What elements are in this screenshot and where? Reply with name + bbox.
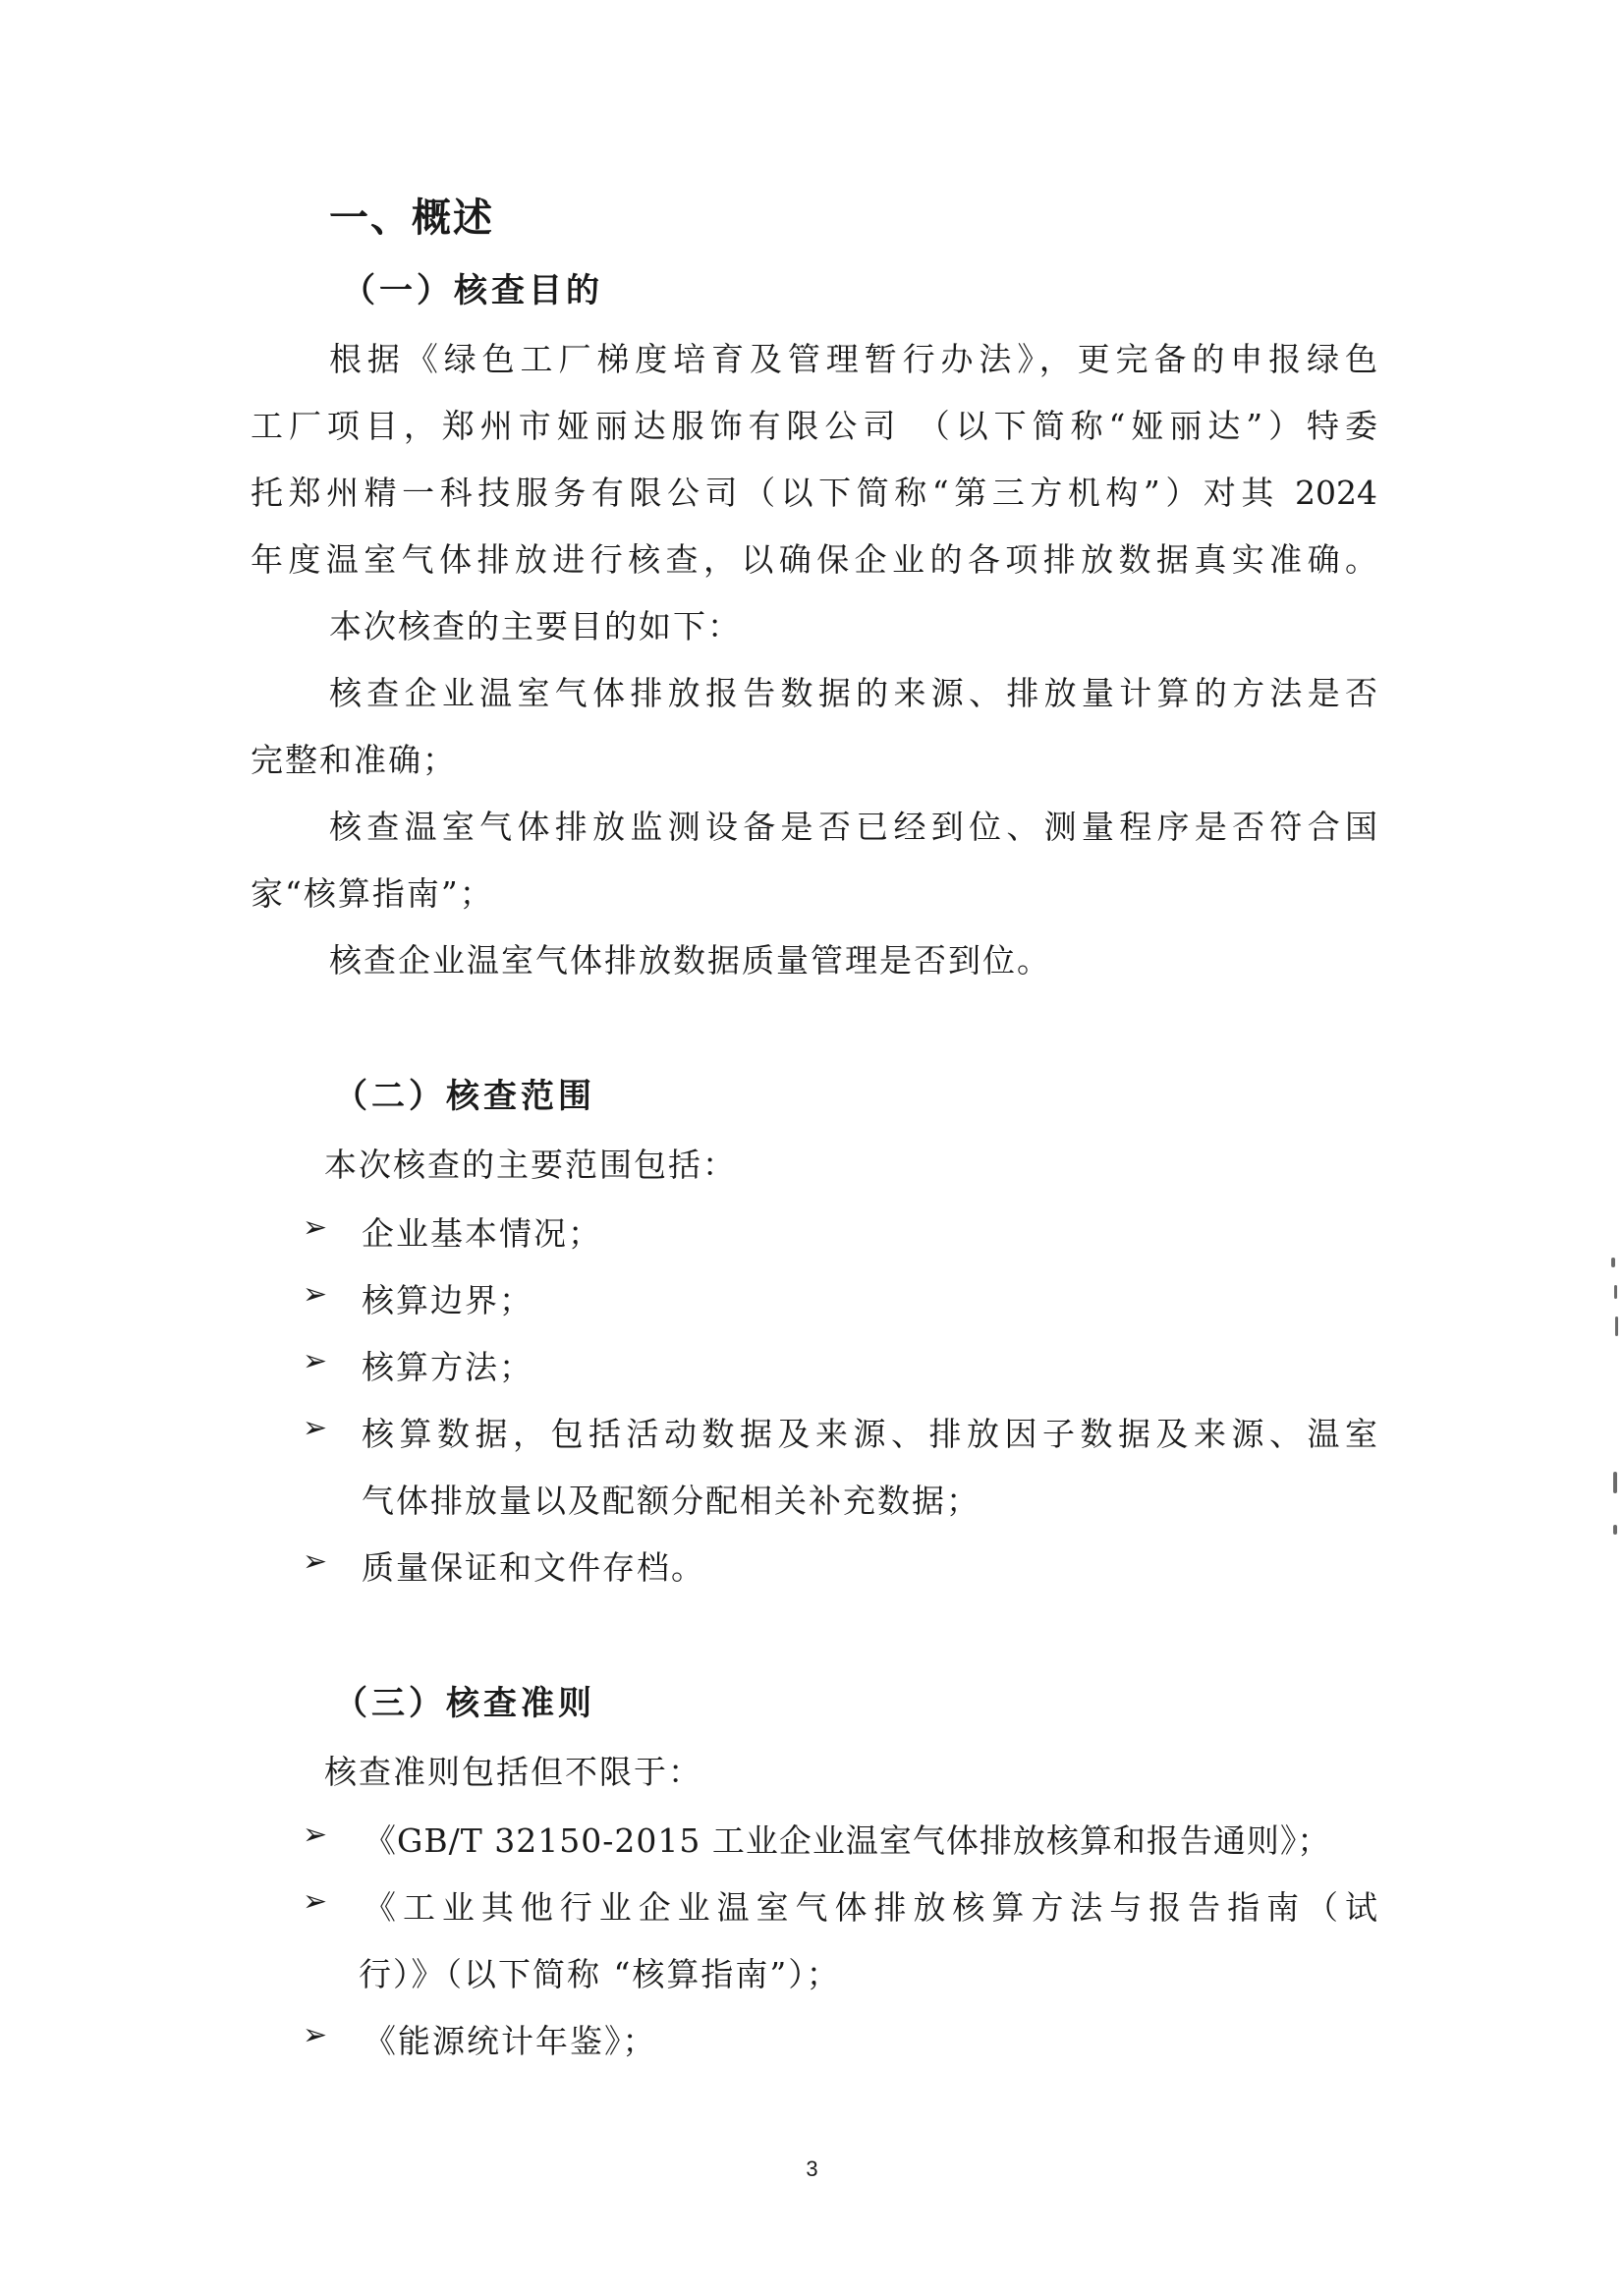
paragraph-intro: 核查准则包括但不限于：	[324, 1753, 702, 1791]
list-item: 核算边界；	[362, 1281, 533, 1319]
scan-artifact	[1611, 1258, 1615, 1267]
list-item: 质量保证和文件存档。	[362, 1548, 705, 1587]
paragraph-intro: 本次核查的主要目的如下：	[329, 607, 742, 645]
list-item: 核算数据，包括活动数据及来源、排放因子数据及来源、温室	[362, 1415, 1377, 1453]
paragraph-line: 核查企业温室气体排放报告数据的来源、排放量计算的方法是否	[329, 674, 1377, 712]
bullet-arrow-icon: ➢	[303, 1818, 328, 1852]
bullet-arrow-icon: ➢	[303, 1544, 328, 1579]
subsection-title-purpose: （一）核查目的	[342, 271, 603, 310]
list-item: 《工业其他行业企业温室气体排放核算方法与报告指南（试	[364, 1888, 1377, 1927]
paragraph-line: 根据《绿色工厂梯度培育及管理暂行办法》，更完备的申报绿色	[329, 340, 1377, 378]
list-item-continued: 气体排放量以及配额分配相关补充数据；	[362, 1482, 980, 1520]
bullet-arrow-icon: ➢	[303, 1884, 328, 1919]
paragraph-line: 核查温室气体排放监测设备是否已经到位、测量程序是否符合国	[329, 808, 1377, 846]
page-number: 3	[806, 2156, 818, 2181]
paragraph-line: 家“核算指南”；	[251, 874, 494, 913]
paragraph-line: 工厂项目，郑州市娅丽达服饰有限公司 （以下简称“娅丽达”）特委	[251, 407, 1377, 445]
list-item-continued: 行）》（以下简称 “核算指南”）；	[359, 1955, 841, 1993]
subsection-title-scope: （二）核查范围	[334, 1077, 595, 1116]
list-item: 核算方法；	[362, 1348, 533, 1386]
bullet-arrow-icon: ➢	[303, 1411, 328, 1445]
bullet-arrow-icon: ➢	[303, 1277, 328, 1312]
paragraph-line: 完整和准确；	[251, 741, 457, 779]
bullet-arrow-icon: ➢	[303, 1344, 328, 1378]
bullet-arrow-icon: ➢	[303, 1210, 328, 1245]
list-item: 《能源统计年鉴》；	[364, 2022, 657, 2060]
paragraph-line: 托郑州精一科技服务有限公司（以下简称“第三方机构”）对其 2024	[251, 474, 1377, 512]
scan-artifact	[1613, 1472, 1617, 1493]
scan-artifact	[1613, 1525, 1617, 1535]
section-heading: 一、概述	[329, 195, 494, 241]
scan-artifact	[1614, 1285, 1617, 1299]
paragraph-intro: 本次核查的主要范围包括：	[324, 1146, 737, 1184]
paragraph-line: 年度温室气体排放进行核查，以确保企业的各项排放数据真实准确。	[251, 540, 1377, 579]
bullet-arrow-icon: ➢	[303, 2018, 328, 2052]
paragraph-line: 核查企业温室气体排放数据质量管理是否到位。	[329, 941, 1051, 980]
subsection-title-criteria: （三）核查准则	[334, 1684, 595, 1723]
list-item: 企业基本情况；	[362, 1214, 602, 1253]
list-item: 《GB/T 32150-2015 工业企业温室气体排放核算和报告通则》；	[364, 1821, 1331, 1860]
scan-artifact	[1615, 1316, 1618, 1336]
